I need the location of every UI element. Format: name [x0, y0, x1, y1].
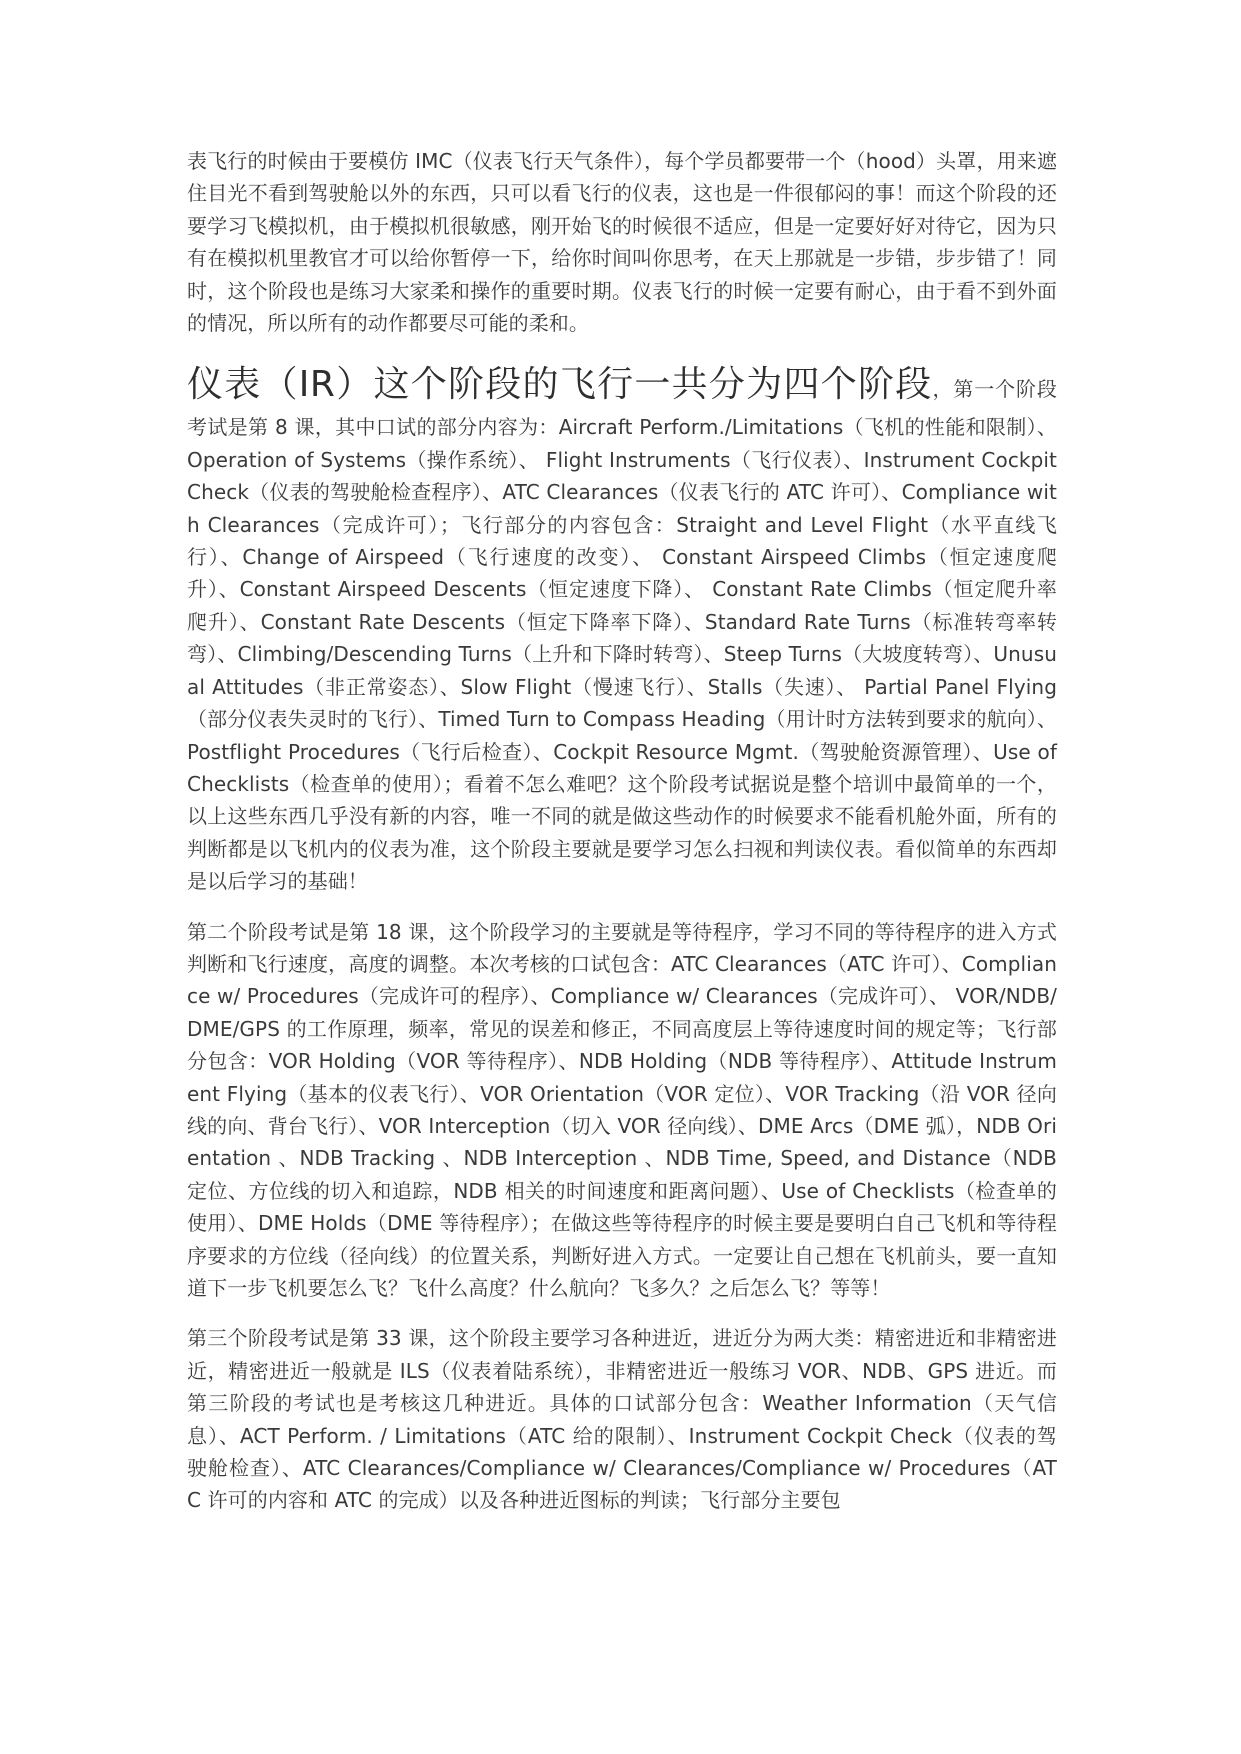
- paragraph-stage-one: [187, 359, 1057, 897]
- paragraph-stage-one-body: 段考试是第 8 课，其中口试的部分内容为：Aircraft Perform./Limitations（飞机的性能和限制）、Operation of Systems（操作系统）、 Flight Instruments（飞行仪表）、Instrument Cockpit Check（仪表的驾驶舱检查程序）、ATC Clearances（仪表飞行的 ATC 许可）、Compliance with Clearances（完成许可）；飞行部分的内容包含：Straight and Level Flight（水平直线飞行）、Change of Airspeed（飞行速度的改变）、 Constant Airspeed Climbs（恒定速度爬升）、Constant Airspeed Descents（恒定速度下降）、 Constant Rate Climbs（恒定爬升率爬升）、Constant Rate Descents（恒定下降率下降）、Standard Rate Turns（标准转弯率转弯）、Climbing/Descending Turns（上升和下降时转弯）、Steep Turns（大坡度转弯）、Unusual Attitudes（非正常姿态）、Slow Flight（慢速飞行）、Stalls（失速）、 Partial Panel Flying（部分仪表失灵时的飞行）、Timed Turn to Compass Heading（用计时方法转到要求的航向）、Postflight Procedures（飞行后检查）、Cockpit Resource Mgmt.（驾驶舱资源管理）、Use of Checklists（检查单的使用）；看着不怎么难吧？这个阶段考试据说是整个培训中最简单的一个，以上这些东西几乎没有新的内容，唯一不同的就是做这些动作的时候要求不能看机舱外面，所有的判断都是以飞机内的仪表为准，这个阶段主要就是要学习怎么扫视和判读仪表。看似简单的东西却是以后学习的基础！: [187, 377, 1057, 894]
- section-heading-tail: ，第一个阶: [932, 377, 1037, 402]
- paragraph-intro: 表飞行的时候由于要模仿 IMC（仪表飞行天气条件），每个学员都要带一个（hood）头罩，用来遮住目光不看到驾驶舱以外的东西，只可以看飞行的仪表，这也是一件很郁闷的事！而这个阶段的还要学习飞模拟机，由于模拟机很敏感，刚开始飞的时候很不适应，但是一定要好好对待它，因为只有在模拟机里教官才可以给你暂停一下，给你时间叫你思考，在天上那就是一步错，步步错了！同时，这个阶段也是练习大家柔和操作的重要时期。仪表飞行的时候一定要有耐心，由于看不到外面的情况，所以所有的动作都要尽可能的柔和。: [187, 149, 1057, 336]
- paragraph-stage-three: 第三个阶段考试是第 33 课，这个阶段主要学习各种进近，进近分为两大类：精密进近和非精密进近，精密进近一般就是 ILS（仪表着陆系统），非精密进近一般练习 VOR、NDB、GPS 进近。而第三阶段的考试也是考核这几种进近。具体的口试部分包含：Weather Information（天气信息）、ACT Perform. / Limitations（ATC 给的限制）、Instrument Cockpit Check（仪表的驾驶舱检查）、ATC Clearances/Compliance w/ Clearances/Compliance w/ Procedures（ATC 许可的内容和 ATC 的完成）以及各种进近图标的判读；飞行部分主要包: [187, 1326, 1057, 1513]
- paragraph-stage-two: 第二个阶段考试是第 18 课，这个阶段学习的主要就是等待程序，学习不同的等待程序的进入方式判断和飞行速度，高度的调整。本次考核的口试包含：ATC Clearances（ATC 许可）、Compliance w/ Procedures（完成许可的程序）、Compliance w/ Clearances（完成许可）、 VOR/NDB/DME/GPS 的工作原理，频率，常见的误差和修正，不同高度层上等待速度时间的规定等；飞行部分包含：VOR Holding（VOR 等待程序）、NDB Holding（NDB 等待程序）、Attitude Instrument Flying（基本的仪表飞行）、VOR Orientation（VOR 定位）、VOR Tracking（沿 VOR 径向线的向、背台飞行）、VOR Interception（切入 VOR 径向线）、DME Arcs（DME 弧），NDB Orientation 、NDB Tracking 、NDB Interception 、NDB Time, Speed, and Distance（NDB 定位、方位线的切入和追踪，NDB 相关的时间速度和距离问题）、Use of Checklists（检查单的使用）、DME Holds（DME 等待程序）；在做这些等待程序的时候主要是要明白自己飞机和等待程序要求的方位线（径向线）的位置关系，判断好进入方式。一定要让自己想在飞机前头，要一直知道下一步飞机要怎么飞？飞什么高度？什么航向？飞多久？之后怎么飞？等等！: [187, 919, 1057, 1300]
- section-heading: 仪表（IR）这个阶段的飞行一共分为四个阶段: [187, 364, 933, 406]
- document-body: [187, 145, 1057, 1517]
